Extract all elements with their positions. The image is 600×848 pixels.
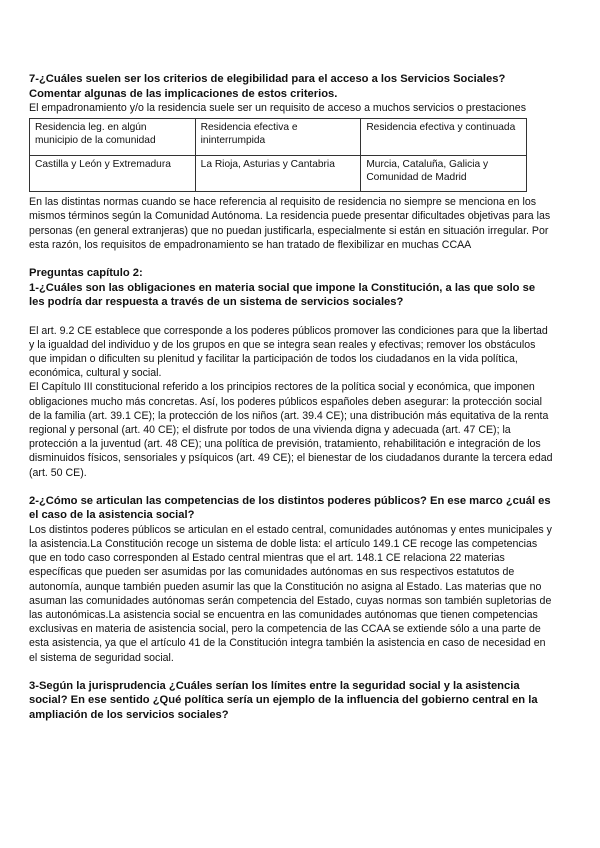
answer-2-2: Los distintos poderes públicos se articulan en el estado central, comunidades autónomas y entes municipales y la asistencia.La Constitución recoge un sistema de doble lista: el artículo 149.1 CE recoge las competencias que en todo caso corresponden al Estado central mientras que el art. 148.1 CE relaciona 22 materias específicas que pueden ser asumidas por las comunidades autónomas en sus respectivos estatutos de autonomía, aunque también pueden asumir las que la Constitución no asigna al Estado. Las materias que no asuman las comunidades autónomas serán competencia del Estado, cuyas normas son también supletorias de las autonómicas.La asistencia social se encuentra en las comunidades autónomas que tienen competencias exclusivas en materia de asistencia social, pero la competencia de las CCAA se extiende sólo a una parte de esta asistencia, ya que el artículo 41 de la Constitución integra también la asistencia en caso de necesidad en el sistema de seguridad social.: [29, 523, 552, 664]
question-2-3: 3-Según la jurisprudencia ¿Cuáles serían los límites entre la seguridad social y la asistencia social? En ese sentido ¿Qué política sería un ejemplo de la influencia del gobierno central en la ampliación de los servicios sociales?: [29, 679, 538, 721]
document-page: [29, 72, 553, 722]
question-7-intro: El empadronamiento y/o la residencia suele ser un requisito de acceso a muchos servicios o prestaciones: [29, 102, 526, 114]
question-2-1: 1-¿Cuáles son las obligaciones en materia social que impone la Constitución, a las que solo se les podría dar respuesta a través de un sistema de servicios sociales?: [29, 281, 536, 309]
question-7: 7-¿Cuáles suelen ser los criterios de elegibilidad para el acceso a los Servicios Sociales? Comentar algunas de las implicaciones de estos criterios.: [29, 73, 506, 100]
table-cell: Residencia leg. en algún municipio de la comunidad: [30, 119, 196, 156]
table-cell: Castilla y León y Extremadura: [30, 156, 196, 192]
table-row: [30, 156, 527, 192]
question-7-answer: En las distintas normas cuando se hace referencia al requisito de residencia no siempre se menciona en los mismos términos según la Comunidad Autónoma. La residencia puede presentar dificultades objetivas para las personas (en general extranjeras) que no puedan justificarla, especialmente si están en situación irregular. Por esta razón, los requisitos de empadronamiento se han tratado de flexibilizar en muchas CCAA: [29, 196, 551, 251]
table-cell: Residencia efectiva e ininterrumpida: [195, 119, 361, 156]
answer-2-1-paragraph-1: El art. 9.2 CE establece que corresponde a los poderes públicos promover las condiciones para que la libertad y la igualdad del individuo y de los grupos en que se integra sean reales y efectivas; remover los obstáculos que impidan o dificulten su plenitud y facilitar la participación de todos los ciudadanos en la vida política, económica, cultural y social.: [29, 324, 548, 380]
question-2-2: 2-¿Cómo se articulan las competencias de los distintos poderes públicos? En ese marco ¿cuál es el caso de la asistencia social?: [29, 494, 551, 522]
table-row: [30, 119, 527, 156]
table-cell: La Rioja, Asturias y Cantabria: [195, 156, 361, 192]
table-cell: Residencia efectiva y continuada: [361, 119, 527, 156]
answer-2-1-paragraph-2: El Capítulo III constitucional referido a los principios rectores de la política social y económica, que imponen obligaciones mucho más concretas. Así, los poderes públicos españoles deben asegurar: la protección social de la familia (art. 39.1 CE); la protección de los niños (art. 39.4 CE); una distribución más equitativa de la renta regional y personal (art. 40 CE); el disfrute por todos de una vivienda digna y adecuada (art. 47 CE); la protección a la juventud (art. 48 CE); una política de previsión, tratamiento, rehabilitación e integración de los disminuidos físicos, sensoriales y psíquicos (art. 49 CE); el bienestar de los ciudadanos durante la tercera edad (art. 50 CE).: [29, 381, 553, 479]
table-cell: Murcia, Cataluña, Galicia y Comunidad de Madrid: [361, 156, 527, 192]
chapter-2-heading: Preguntas capítulo 2:: [29, 267, 143, 280]
residence-requirements-table: [29, 118, 527, 192]
